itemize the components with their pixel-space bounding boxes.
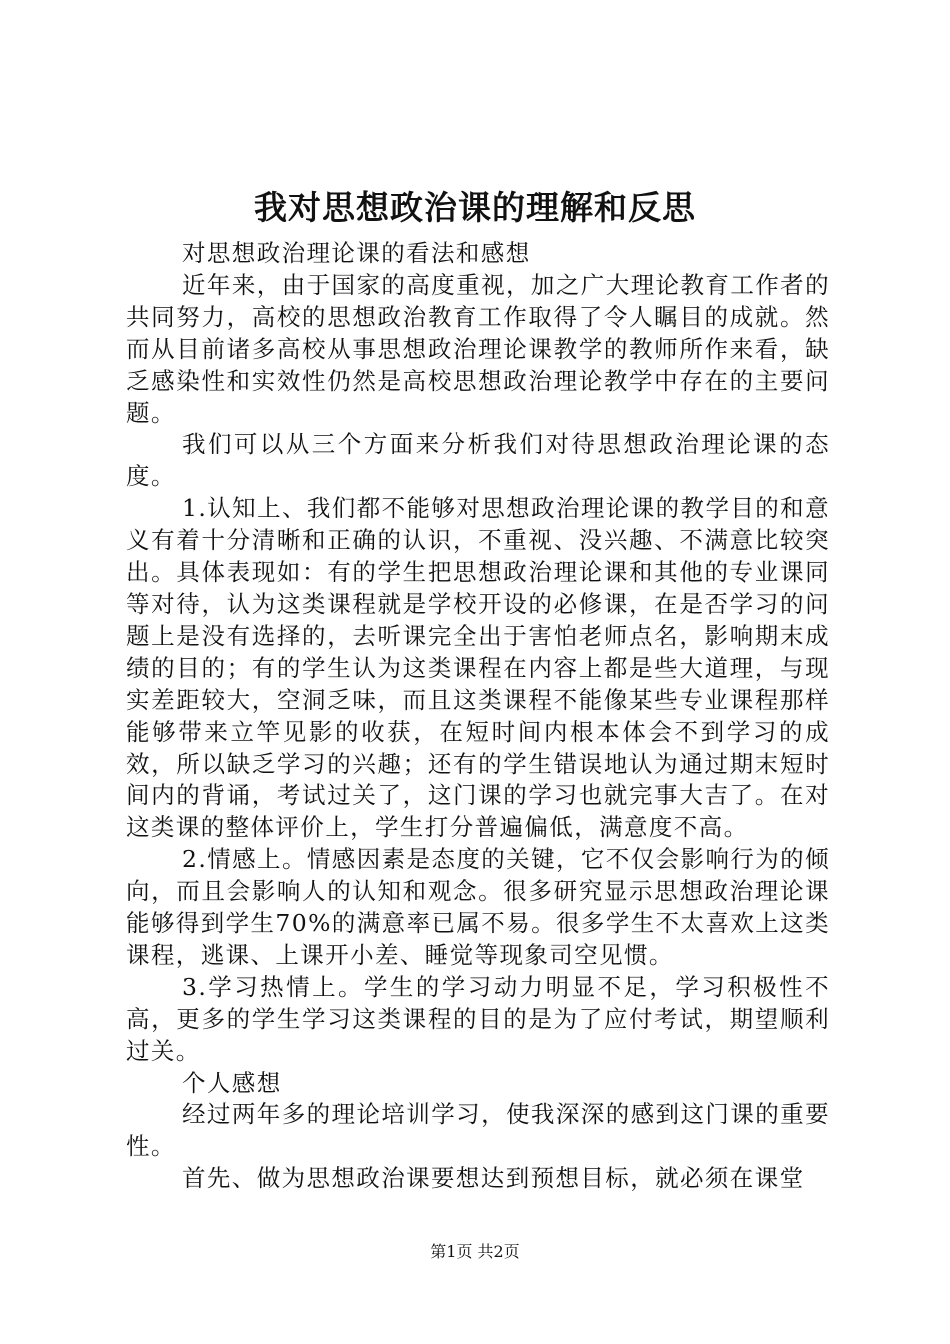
- paragraph-intro: 近年来，由于国家的高度重视，加之广大理论教育工作者的共同努力，高校的思想政治教育工作取得了令人瞩目的成就。然而从目前诸多高校从事思想政治理论课教学的教师所作来看，缺乏感染性和实效性仍然是高校思想政治理论教学中存在的主要问题。: [126, 270, 830, 427]
- paragraph-personal-1: 经过两年多的理论培训学习，使我深深的感到这门课的重要性。: [126, 1100, 830, 1161]
- paragraph-three-aspects: 我们可以从三个方面来分析我们对待思想政治理论课的态度。: [126, 430, 830, 491]
- paragraph-personal-2: 首先、做为思想政治课要想达到预想目标，就必须在课堂: [182, 1164, 805, 1193]
- document-body: [126, 238, 830, 1195]
- paragraph-subheading: 对思想政治理论课的看法和感想: [182, 239, 531, 267]
- document-title: 我对思想政治课的理解和反思: [254, 188, 696, 227]
- page-number-footer: 第1页 共2页: [430, 1242, 520, 1261]
- paragraph-point-2: 2.情感上。情感因素是态度的关键，它不仅会影响行为的倾向，而且会影响人的认知和观念。很多研究显示思想政治理论课能够得到学生70%的满意率已属不易。很多学生不太喜欢上这类课程，逃课、上课开小差、睡觉等现象司空见惯。: [126, 845, 830, 969]
- paragraph-point-3: 3.学习热情上。学生的学习动力明显不足，学习积极性不高，更多的学生学习这类课程的目的是为了应付考试，期望顺利过关。: [126, 972, 830, 1065]
- paragraph-personal-heading: 个人感想: [182, 1068, 282, 1097]
- paragraph-point-1: 1.认知上、我们都不能够对思想政治理论课的教学目的和意义有着十分清晰和正确的认识，不重视、没兴趣、不满意比较突出。具体表现如：有的学生把思想政治理论课和其他的专业课同等对待，认为这类课程就是学校开设的必修课，在是否学习的问题上是没有选择的，去听课完全出于害怕老师点名，影响期末成绩的目的；有的学生认为这类课程在内容上都是些大道理，与现实差距较大，空洞乏味，而且这类课程不能像某些专业课程那样能够带来立竿见影的收获，在短时间内根本体会不到学习的成效，所以缺乏学习的兴趣；还有的学生错误地认为通过期末短时间内的背诵，考试过关了，这门课的学习也就完事大吉了。在对这类课的整体评价上，学生打分普遍偏低，满意度不高。: [126, 494, 830, 842]
